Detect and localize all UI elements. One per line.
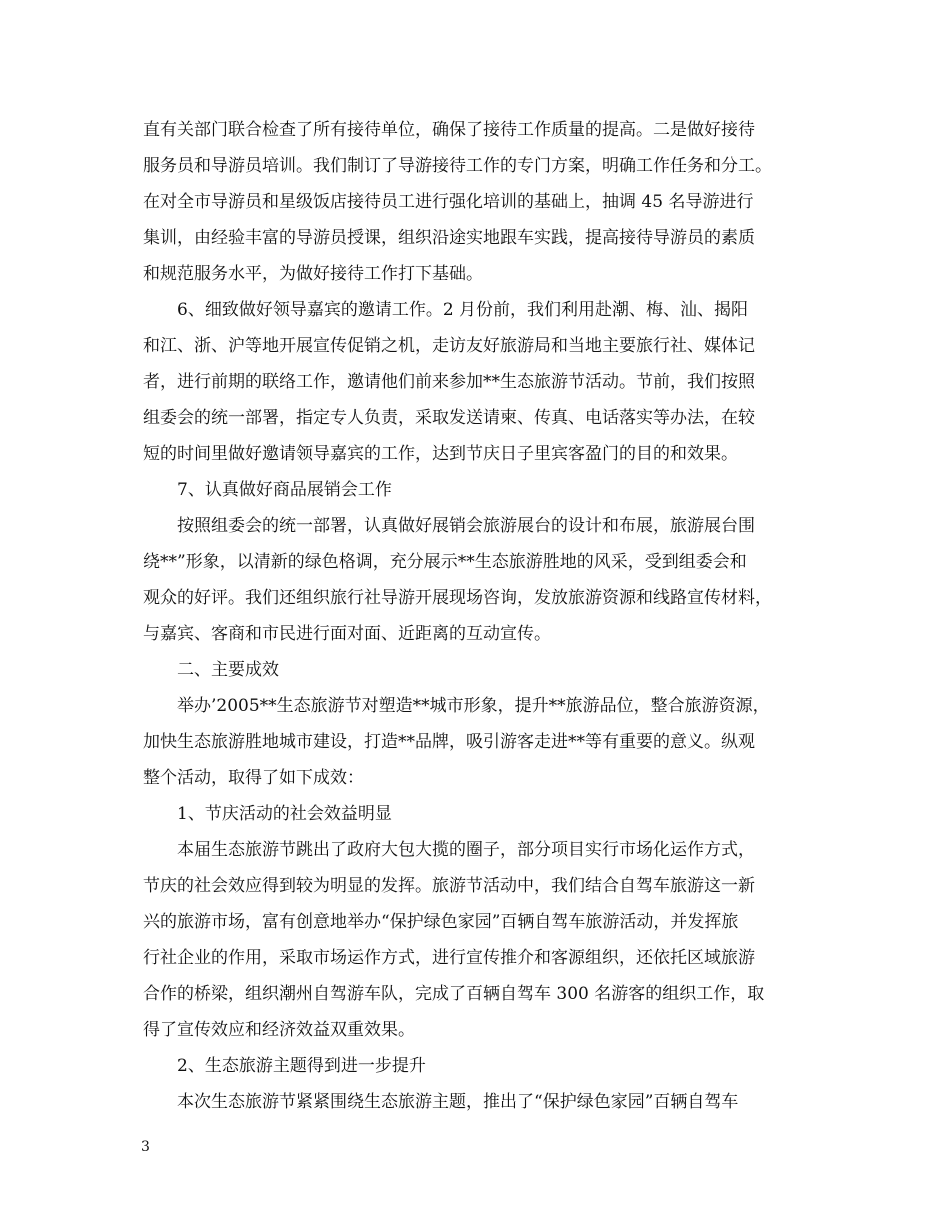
body-text-line: 短的时间里做好邀请领导嘉宾的工作，达到节庆日子里宾客盈门的目的和效果。 [143, 444, 738, 464]
section-heading: 1、节庆活动的社会效益明显 [177, 804, 392, 824]
section-heading: 2、生态旅游主题得到进一步提升 [177, 1056, 426, 1076]
body-text-line: 绕**”形象，以清新的绿色格调，充分展示**生态旅游胜地的风采，受到组委会和 [143, 552, 747, 572]
body-text-line: 在对全市导游员和星级饭店接待员工进行强化培训的基础上，抽调 45 名导游进行 [143, 192, 754, 212]
body-text-line: 得了宣传效应和经济效益双重效果。 [143, 1020, 415, 1040]
body-text-line: 合作的桥梁，组织潮州自驾游车队，完成了百辆自驾车 300 名游客的组织工作，取 [143, 984, 765, 1004]
body-text-line: 和江、浙、沪等地开展宣传促销之机，走访友好旅游局和当地主要旅行社、媒体记 [143, 336, 755, 356]
paragraph-line: 6、细致做好领导嘉宾的邀请工作。2 月份前，我们利用赴潮、梅、汕、揭阳 [177, 300, 749, 320]
body-text-line: 观众的好评。我们还组织旅行社导游开展现场咨询，发放旅游资源和线路宣传材料， [143, 588, 772, 608]
body-text-line: 节庆的社会效应得到较为明显的发挥。旅游节活动中，我们结合自驾车旅游这一新 [143, 876, 755, 896]
body-text-line: 行社企业的作用，采取市场运作方式，进行宣传推介和客源组织，还依托区域旅游 [143, 948, 755, 968]
section-heading: 二、主要成效 [177, 660, 279, 680]
body-text-line: 整个活动，取得了如下成效： [143, 768, 364, 788]
paragraph-line: 本次生态旅游节紧紧围绕生态旅游主题，推出了“保护绿色家园”百辆自驾车 [177, 1092, 739, 1112]
body-text-line: 加快生态旅游胜地城市建设，打造**品牌，吸引游客走进**等有重要的意义。纵观 [143, 732, 755, 752]
paragraph-line: 举办’2005**生态旅游节对塑造**城市形象，提升**旅游品位，整合旅游资源， [177, 696, 770, 716]
body-text-line: 者，进行前期的联络工作，邀请他们前来参加**生态旅游节活动。节前，我们按照 [143, 372, 755, 392]
body-text-line: 和规范服务水平，为做好接待工作打下基础。 [143, 264, 483, 284]
paragraph-line: 按照组委会的统一部署，认真做好展销会旅游展台的设计和布展，旅游展台围 [177, 516, 755, 536]
body-text-line: 服务员和导游员培训。我们制订了导游接待工作的专门方案，明确工作任务和分工。 [143, 156, 772, 176]
body-text-line: 集训，由经验丰富的导游员授课，组织沿途实地跟车实践，提高接待导游员的素质 [143, 228, 755, 248]
body-text-line: 直有关部门联合检查了所有接待单位，确保了接待工作质量的提高。二是做好接待 [143, 120, 755, 140]
body-text-line: 组委会的统一部署，指定专人负责，采取发送请柬、传真、电话落实等办法，在较 [143, 408, 755, 428]
body-text-line: 兴的旅游市场，富有创意地举办“保护绿色家园”百辆自驾车旅游活动，并发挥旅 [143, 912, 739, 932]
page-number: 3 [141, 1139, 150, 1155]
paragraph-line: 本届生态旅游节跳出了政府大包大揽的圈子，部分项目实行市场化运作方式， [177, 840, 755, 860]
section-heading: 7、认真做好商品展销会工作 [177, 480, 392, 500]
body-text-line: 与嘉宾、客商和市民进行面对面、近距离的互动宣传。 [143, 624, 551, 644]
